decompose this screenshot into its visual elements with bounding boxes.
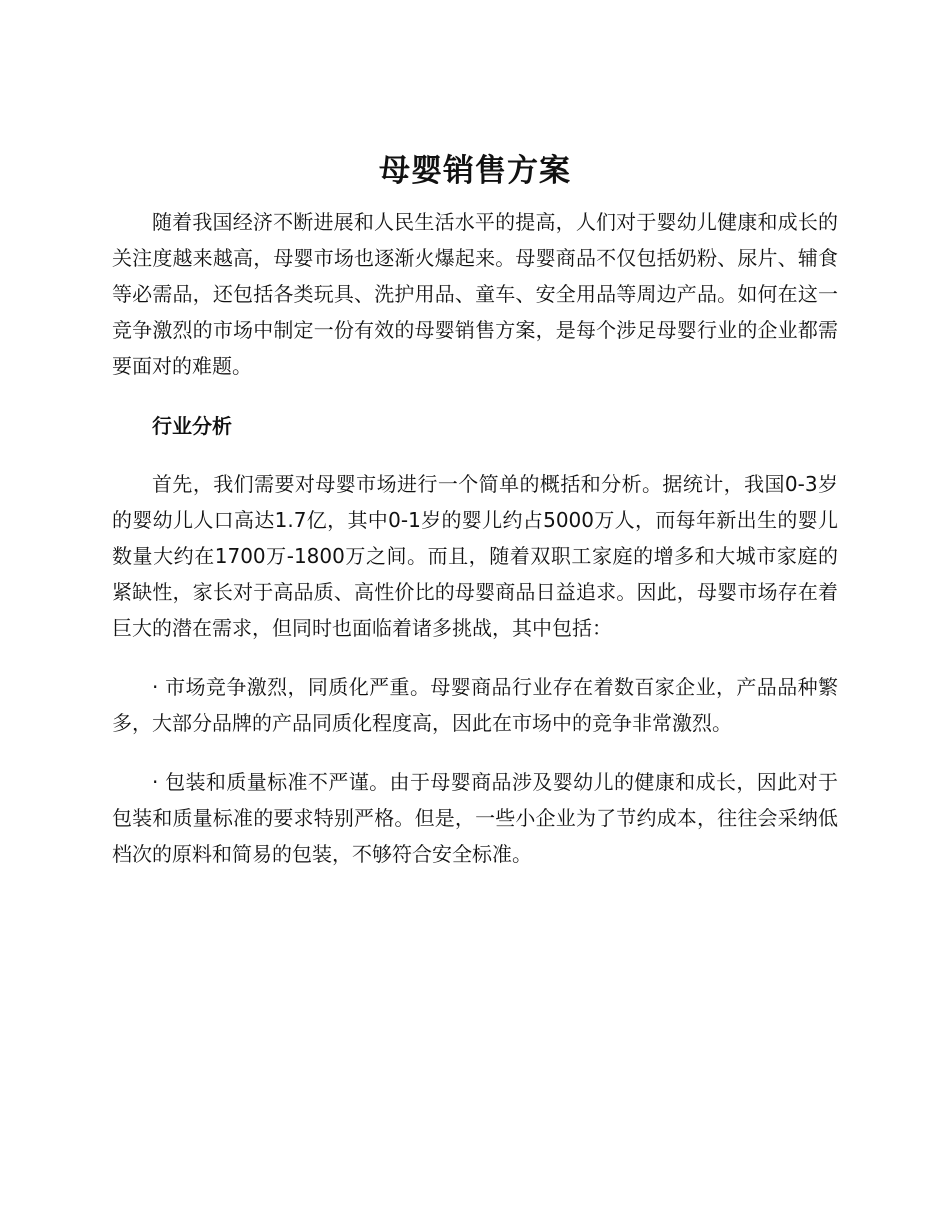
section-heading: 行业分析 xyxy=(152,414,232,438)
document-title: 母婴销售方案 xyxy=(379,153,571,189)
bullet-item-competition: · 市场竞争激烈，同质化严重。母婴商品行业存在着数百家企业，产品品种繁多，大部分品牌的产品同质化程度高，因此在市场中的竞争非常激烈。 xyxy=(112,675,838,735)
intro-paragraph: 随着我国经济不断进展和人民生活水平的提高，人们对于婴幼儿健康和成长的关注度越来越高，母婴市场也逐渐火爆起来。母婴商品不仅包括奶粉、尿片、辅食等必需品，还包括各类玩具、洗护用品、童车、安全用品等周边产品。如何在这一竞争激烈的市场中制定一份有效的母婴销售方案，是每个涉足母婴行业的企业都需要面对的难题。 xyxy=(112,210,838,378)
analysis-paragraph: 首先，我们需要对母婴市场进行一个简单的概括和分析。据统计，我国0-3岁的婴幼儿人口高达1.7亿，其中0-1岁的婴儿约占5000万人，而每年新出生的婴儿数量大约在1700万-1800万之间。而且，随着双职工家庭的增多和大城市家庭的紧缺性，家长对于高品质、高性价比的母婴商品日益追求。因此，母婴市场存在着巨大的潜在需求，但同时也面临着诸多挑战，其中包括： xyxy=(112,472,838,640)
document-body xyxy=(112,204,838,872)
bullet-item-packaging: · 包装和质量标准不严谨。由于母婴商品涉及婴幼儿的健康和成长，因此对于包装和质量标准的要求特别严格。但是，一些小企业为了节约成本，往往会采纳低档次的原料和简易的包装，不够符合安全标准。 xyxy=(112,770,838,866)
